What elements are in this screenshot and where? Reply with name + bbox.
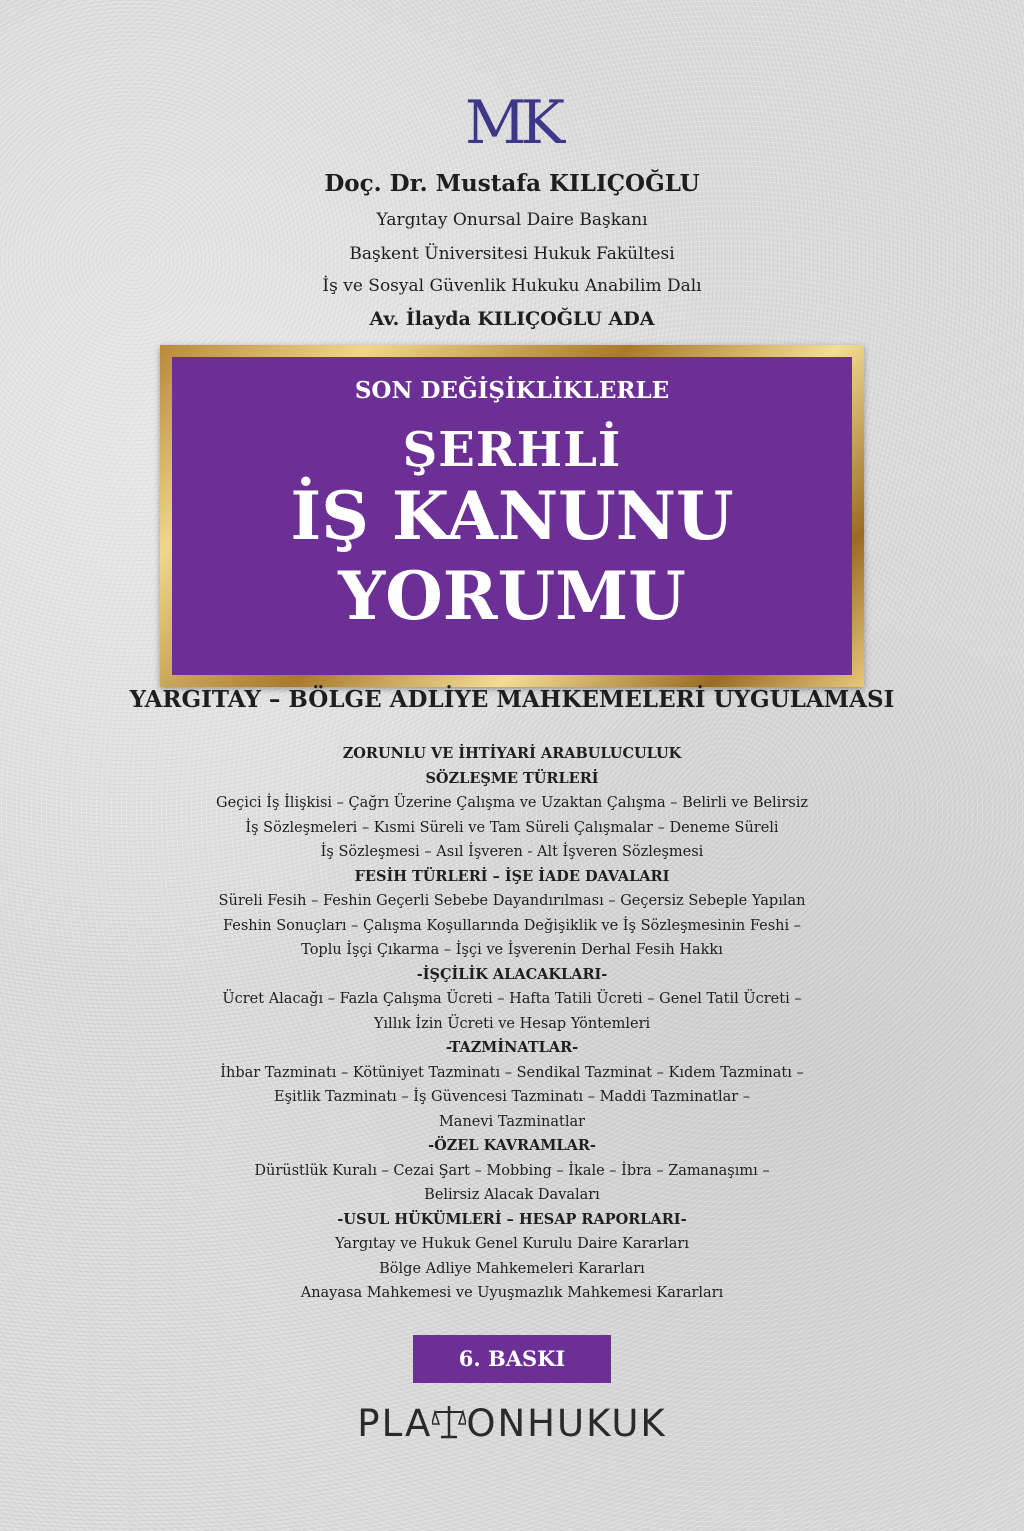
contents-line: Anayasa Mahkemesi ve Uyuşmazlık Mahkemesi Kararları — [300, 1285, 724, 1301]
publisher-name-left: PLA — [357, 1402, 433, 1445]
contents-line: Belirsiz Alacak Davaları — [424, 1187, 600, 1203]
edition-badge: 6. BASKI — [413, 1335, 611, 1383]
contents-line: Bölge Adliye Mahkemeleri Kararları — [379, 1260, 645, 1277]
contents-line: Süreli Fesih – Feshin Geçerli Sebebe Dayandırılması – Geçersiz Sebeple Yapılan — [218, 893, 806, 909]
contents-line: Feshin Sonuçları – Çalışma Koşullarında Değişiklik ve İş Sözleşmesinin Feshi – — [222, 917, 801, 934]
contents-heading: FESİH TÜRLERİ – İŞE İADE DAVALARI — [354, 867, 670, 885]
title-line: ŞERHLİ — [402, 422, 622, 478]
contents-line: İş Sözleşmesi – Asıl İşveren - Alt İşveren Sözleşmesi — [320, 844, 704, 860]
contents-heading: -İŞÇİLİK ALACAKLARI- — [416, 965, 608, 983]
affiliation-line: İş ve Sosyal Güvenlik Hukuku Anabilim Dalı — [322, 276, 702, 296]
contents-line: Dürüstlük Kuralı – Cezai Şart – Mobbing – İkale – İbra – Zamanaşımı – — [254, 1162, 770, 1179]
secondary-author: Av. İlayda KILIÇOĞLU ADA — [369, 308, 655, 330]
contents-line: İş Sözleşmeleri – Kısmi Süreli ve Tam Süreli Çalışmalar – Deneme Süreli — [245, 819, 779, 836]
contents-line: İhbar Tazminatı – Kötüniyet Tazminatı – Sendikal Tazminat – Kıdem Tazminatı – — [220, 1064, 804, 1081]
contents-heading: -ÖZEL KAVRAMLAR- — [428, 1137, 596, 1154]
publisher-name-right: ONHUKUK — [466, 1402, 667, 1445]
title-prefix: SON DEĞİŞİKLİKLERLE — [354, 377, 670, 404]
contents-line: Toplu İşçi Çıkarma – İşçi ve İşverenin Derhal Fesih Hakkı — [301, 942, 723, 958]
contents-heading: SÖZLEŞME TÜRLERİ — [425, 769, 599, 787]
contents-line: Geçici İş İlişkisi – Çağrı Üzerine Çalışma ve Uzaktan Çalışma – Belirli ve Belirsiz — [216, 795, 808, 811]
contents-list — [80, 742, 944, 1306]
title-line: YORUMU — [338, 557, 686, 635]
contents-heading: -TAZMİNATLAR- — [445, 1039, 579, 1056]
affiliation-line: Başkent Üniversitesi Hukuk Fakültesi — [349, 244, 675, 264]
publisher-name — [357, 1402, 666, 1445]
contents-heading: ZORUNLU VE İHTİYARİ ARABULUCULUK — [342, 745, 682, 762]
contents-heading: -USUL HÜKÜMLERİ – HESAP RAPORLARI- — [337, 1210, 687, 1228]
publisher-logo — [0, 1402, 1024, 1445]
contents-line: Eşitlik Tazminatı – İş Güvencesi Tazminatı – Maddi Tazminatlar – — [273, 1089, 751, 1105]
mk-logo-text: MK — [464, 88, 560, 158]
title-panel — [172, 357, 852, 675]
primary-author: Doç. Dr. Mustafa KILIÇOĞLU — [324, 170, 700, 197]
contents-line: Ücret Alacağı – Fazla Çalışma Ücreti – Hafta Tatili Ücreti – Genel Tatil Ücreti – — [222, 991, 802, 1007]
title-line: İŞ KANUNU — [290, 477, 734, 555]
scales-of-justice-icon — [432, 1404, 466, 1440]
contents-line: Manevi Tazminatlar — [438, 1113, 586, 1130]
contents-line: Yıllık İzin Ücreti ve Hesap Yöntemleri — [373, 1015, 651, 1032]
title-gold-frame — [160, 345, 864, 687]
affiliation-line: Yargıtay Onursal Daire Başkanı — [376, 210, 648, 230]
subtitle: YARGITAY – BÖLGE ADLİYE MAHKEMELERİ UYGULAMASI — [129, 686, 895, 713]
contents-line: Yargıtay ve Hukuk Genel Kurulu Daire Kararları — [334, 1236, 689, 1252]
mk-logo — [0, 88, 1024, 158]
